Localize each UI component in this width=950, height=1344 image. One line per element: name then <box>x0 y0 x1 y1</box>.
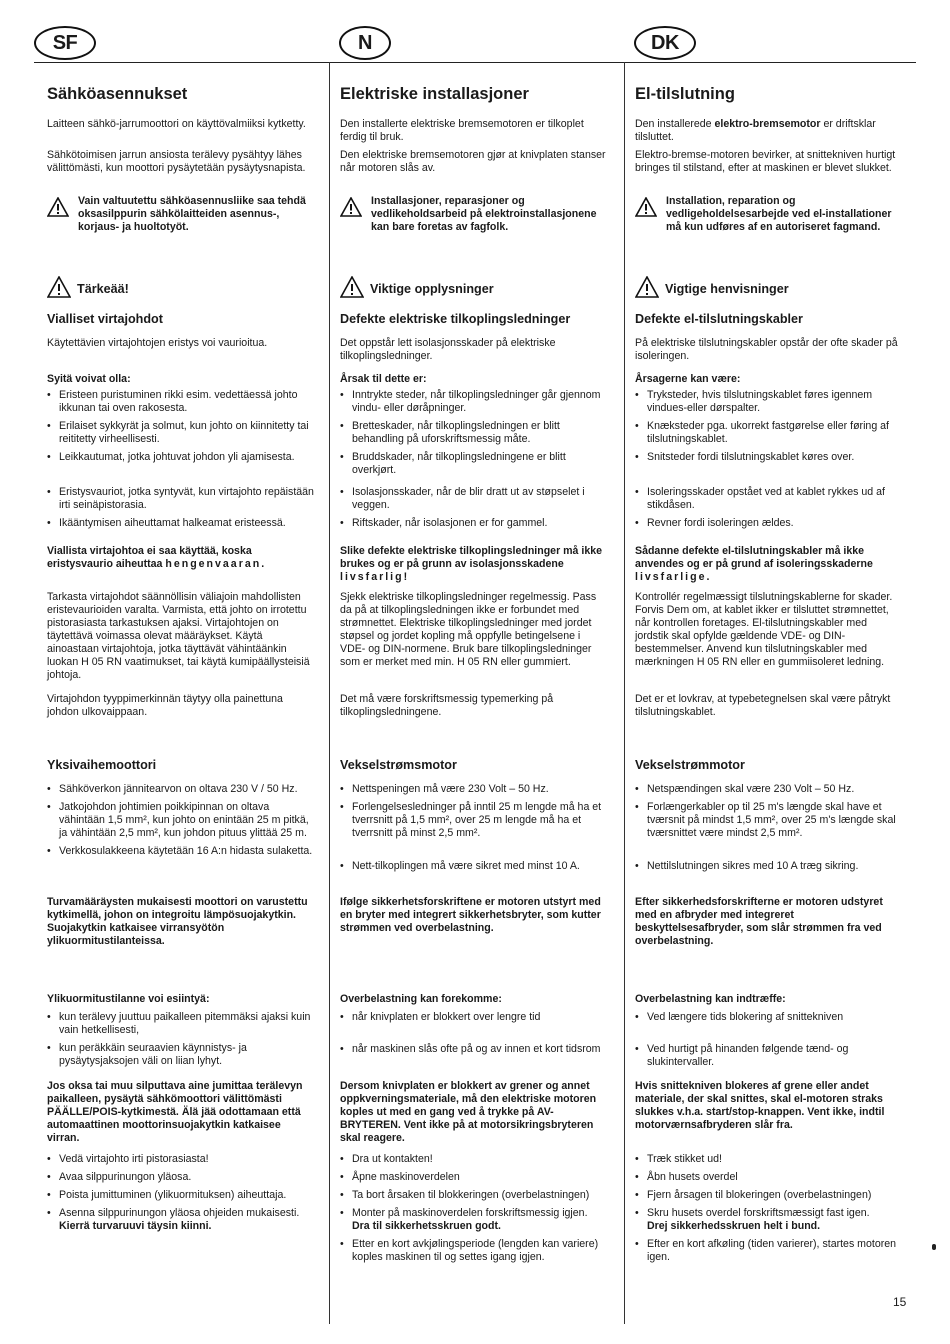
steps-list <box>635 1153 905 1269</box>
paragraph: Det oppstår lett isolasjonsskader på elektriske tilkoplingsledninger. <box>340 337 556 362</box>
subsection-heading: Yksivaihemoottori <box>47 758 157 772</box>
subsection-heading: Vekselstrømsmotor <box>340 758 457 772</box>
step-text: Skru husets overdel forskriftsmæssigt fast igen. <box>647 1207 870 1219</box>
important-heading <box>340 276 610 300</box>
subsection-heading: Vialliset virtajohdot <box>47 312 163 326</box>
list-item: • Fjern årsagen til blokeringen (overbelastningen) <box>635 1189 905 1202</box>
list-item: • Nettspeningen må være 230 Volt – 50 Hz. <box>340 783 610 796</box>
important-label: Viktige opplysninger <box>370 282 494 296</box>
causes-list <box>47 486 317 535</box>
column-divider <box>624 62 625 1324</box>
overload-list <box>340 1011 610 1029</box>
danger-text: Sådanne defekte el-tilslutningskabler må ikke anvendes og er på grund af isoleringsskaderne <box>635 545 873 570</box>
list-item: • Isolasjonsskader, når de blir dratt ut av støpselet i veggen. <box>340 486 610 512</box>
list-item: • kun terälevy juuttuu paikalleen pitemmäksi ajaksi kuin vain hetkellisesti, <box>47 1011 317 1037</box>
warning-triangle-icon <box>635 276 659 298</box>
list-item: • Sähköverkon jännitearvon on oltava 230 V / 50 Hz. <box>47 783 317 796</box>
list-item: • Snitsteder fordi tilslutningskablet køres over. <box>635 451 905 464</box>
causes-heading: Årsagerne kan være: <box>635 373 741 385</box>
bold-paragraph: Turvamääräysten mukaisesti moottori on varustettu kytkimellä, johon on integroitu lämpösuojakytkin. Suojakytkin katkaisee virransyötön ylikuormitustilanteissa. <box>47 896 308 947</box>
list-item: • Nettilslutningen sikres med 10 A træg sikring. <box>635 860 905 873</box>
bold-paragraph: Hvis snittekniven blokeres af grene eller andet materiale, der skal snittes, skal el-motoren straks slukkes v.h.a. start/stop-knappen. Vent ikke, indtil motorværnsafbryderen slår fra. <box>635 1080 885 1131</box>
list-item: • Jatkojohdon johtimien poikkipinnan on oltava vähintään 1,5 mm², kun johto on enintään 25 m pitkä, ja vähintään 2,5 mm², kun johdon pituus ylittää 25 m. <box>47 801 317 840</box>
paragraph: På elektriske tilslutningskabler opstår der ofte skader på isoleringen. <box>635 337 898 362</box>
causes-list <box>635 389 905 469</box>
list-item: • Erilaiset sykkyrät ja solmut, kun johto on kiinnitetty tai reititetty virheellisesti. <box>47 420 317 446</box>
list-item: • Avaa silppurinungon yläosa. <box>47 1171 317 1184</box>
important-label: Vigtige henvisninger <box>665 282 789 296</box>
paragraph: Det må være forskriftsmessig typemerking på tilkoplingsledningene. <box>340 693 554 718</box>
list-item: • Ta bort årsaken til blokkeringen (overbelastningen) <box>340 1189 610 1202</box>
motor-list <box>635 783 905 845</box>
list-item <box>635 1207 905 1233</box>
list-item: • Eristysvauriot, jotka syntyvät, kun virtajohto repäistään irti seinäpistorasia. <box>47 486 317 512</box>
motor-list <box>47 783 317 863</box>
list-item: • Bretteskader, når tilkoplingsledningen er blitt behandling på uforskriftsmessig måte. <box>340 420 610 446</box>
motor-list <box>340 783 610 845</box>
causes-list <box>340 486 610 535</box>
list-item: • Ved længere tids blokering af snittekniven <box>635 1011 905 1024</box>
warning-text: Installasjoner, reparasjoner og vedlikeholdsarbeid på elektroinstallasjonene kan bare foretas av fagfolk. <box>371 195 597 233</box>
section-title: Elektriske installasjoner <box>340 85 529 103</box>
paragraph: Virtajohdon tyyppimerkinnän täytyy olla painettuna johdon ulkovaippaan. <box>47 693 283 718</box>
intro-text: er driftsklar tilsluttet. <box>635 118 876 143</box>
list-item: • kun peräkkäin seuraavien käynnistys- ja pysäytysjaksojen väli on liian lyhyt. <box>47 1042 317 1068</box>
check-paragraph: Tarkasta virtajohdot säännöllisin väliajoin mahdollisten eristevaurioiden varalta. Varmista, että johto on irrotettu pistorasiasta tarkastuksen ajaksi. Virtajohtojen on täytettävä voimassa olevat määräykset. Käytä ainoastaan virtajohtoja, jotka täyttävät vähintäänkin luokan H 05 RN vaatimukset, tai käytä kumipäällysteisiä johtoja. <box>47 591 310 681</box>
warning-triangle-icon <box>47 276 71 298</box>
check-paragraph: Sjekk elektriske tilkoplingsledninger regelmessig. Pass da på at tilkoplingsledningen ikke er forbundet med strømnettet. Elektriske tilkoplingsledninger med jordet støpsel og jordet kopling må oppfylle betingelsene i VDE- og DIN-normene. Bruk bare tilkoplingsledninger som er merket med min. H 05 RN eller gummiert. <box>340 591 597 668</box>
warning-text: Installation, reparation og vedligeholdelsesarbejde ved el-installationer må kun udføres af en autoriseret fagmand. <box>666 195 892 233</box>
danger-notice <box>635 545 903 584</box>
overload-list <box>635 1011 905 1029</box>
subsection-heading: Defekte elektriske tilkoplingsledninger <box>340 312 571 326</box>
subsection-heading: Defekte el-tilslutningskabler <box>635 312 803 326</box>
list-item: • Bruddskader, når tilkoplingsledningene er blitt overkjørt. <box>340 451 610 477</box>
warning-triangle-icon <box>635 197 657 217</box>
intro-paragraph <box>635 118 903 144</box>
list-item: • Riftskader, når isolasjonen er for gammel. <box>340 517 610 530</box>
warning-triangle-icon <box>340 197 362 217</box>
language-badge-dk <box>634 26 696 60</box>
list-item: • Tryksteder, hvis tilslutningskablet føres igennem vindues-eller dørspalter. <box>635 389 905 415</box>
list-item: • Træk stikket ud! <box>635 1153 905 1166</box>
list-item: • Etter en kort avkjølingsperiode (lengden kan variere) koples maskinen til og settes igang igjen. <box>340 1238 610 1264</box>
danger-notice <box>47 545 315 571</box>
steps-list <box>340 1153 610 1269</box>
badge-label: SF <box>52 31 78 54</box>
danger-text: Viallista virtajohtoa ei saa käyttää, koska eristysvaurio aiheuttaa <box>47 545 252 570</box>
list-item: • Isoleringsskader opstået ved at kablet rykkes ud af stikdåsen. <box>635 486 905 512</box>
paragraph: Käytettävien virtajohtojen eristys voi vaurioitua. <box>47 337 268 349</box>
bold-paragraph: Dersom knivplaten er blokkert av grener og annet oppkverningsmateriale, må den elektriske motoren koples ut med en gang ved å trykke på AV-BRYTEREN. Vent ikke på at motorsikringsbryteren skal reagere. <box>340 1080 597 1144</box>
list-item: • Dra ut kontakten! <box>340 1153 610 1166</box>
list-item: • Åbn husets overdel <box>635 1171 905 1184</box>
intro-paragraph: Sähkötoimisen jarrun ansiosta terälevy pysähtyy lähes välittömästi, kun moottori pysäytetään pysäytysnapista. <box>47 149 306 174</box>
danger-notice <box>340 545 608 584</box>
causes-heading: Årsak til dette er: <box>340 373 427 385</box>
language-badge-n <box>339 26 391 60</box>
list-item: • Revner fordi isoleringen ældes. <box>635 517 905 530</box>
important-heading <box>47 276 317 300</box>
badge-label: DK <box>651 31 679 54</box>
overload-heading: Ylikuormitustilanne voi esiintyä: <box>47 993 210 1005</box>
language-badge-sf <box>34 26 96 60</box>
important-heading <box>635 276 905 300</box>
overload-list <box>47 1011 317 1073</box>
warning-triangle-icon <box>340 276 364 298</box>
section-title: El-tilslutning <box>635 85 735 103</box>
list-item: • Netspændingen skal være 230 Volt – 50 Hz. <box>635 783 905 796</box>
list-item: • Forlengelsesledninger på inntil 25 m lengde må ha et tverrsnitt på 1,5 mm², over 25 m lengde må ha et tverrsnitt på minst 2,5 mm². <box>340 801 610 840</box>
badge-label: N <box>358 31 372 54</box>
danger-emphasis: livsfarlige. <box>635 571 712 583</box>
danger-text: Slike defekte elektriske tilkoplingsledninger må ikke brukes og er på grunn av isolasjonsskadene <box>340 545 603 570</box>
causes-heading: Syitä voivat olla: <box>47 373 131 385</box>
list-item: • Efter en kort afkøling (tiden varierer), startes motoren igen. <box>635 1238 905 1264</box>
paragraph: Det er et lovkrav, at typebetegnelsen skal være påtrykt tilslutningskablet. <box>635 693 891 718</box>
overload-heading: Overbelastning kan indtræffe: <box>635 993 786 1005</box>
step-text: Monter på maskinoverdelen forskriftsmessig igjen. <box>352 1207 588 1219</box>
page-number: 15 <box>893 1295 907 1309</box>
list-item: • Inntrykte steder, når tilkoplingsledninger går gjennom vindu- eller døråpninger. <box>340 389 610 415</box>
list-item: • Poista jumittuminen (ylikuormituksen) aiheuttaja. <box>47 1189 317 1202</box>
step-emphasis: Drej sikkerhedsskruen helt i bund. <box>647 1220 821 1232</box>
causes-list <box>635 486 905 535</box>
scan-mark <box>932 1244 936 1250</box>
step-emphasis: Dra til sikkerhetsskruen godt. <box>352 1220 501 1232</box>
causes-list <box>340 389 610 482</box>
list-item: • Ikääntymisen aiheuttamat halkeamat eristeessä. <box>47 517 317 530</box>
subsection-heading: Vekselstrømmotor <box>635 758 745 772</box>
intro-paragraph: Den elektriske bremsemotoren gjør at knivplaten stanser når motoren slås av. <box>340 149 606 174</box>
overload-heading: Overbelastning kan forekomme: <box>340 993 502 1005</box>
intro-paragraph: Den installerte elektriske bremsemotoren er tilkoplet ferdig til bruk. <box>340 118 584 143</box>
list-item <box>47 1207 317 1233</box>
overload-list <box>340 1043 610 1061</box>
intro-paragraph: Laitteen sähkö-jarrumoottori on käyttövalmiiksi kytketty. <box>47 118 306 130</box>
warning-text: Vain valtuutettu sähköasennusliike saa tehdä oksasilppurin sähkölaitteiden asennus-, korjaus- ja huoltotyöt. <box>78 195 306 233</box>
bold-paragraph: Ifølge sikkerhetsforskriftene er motoren utstyrt med en bryter med integrert sikkerhetsbryter, som kutter strømmen ved overbelastning. <box>340 896 601 934</box>
check-paragraph: Kontrollér regelmæssigt tilslutningskablerne for skader. Forvis Dem om, at kablet ikker er tilsluttet strømnettet, når kontrollen foretages. El-tilslutningskabler med jordstik skal opfylde gældende VDE- og DIN-bestemmelser. Anvend kun tilslutningskabler med mærkningen H 05 RN eller en gummiisoleret ledning. <box>635 591 893 668</box>
motor-list <box>340 860 610 878</box>
list-item: • Ved hurtigt på hinanden følgende tænd- og slukintervaller. <box>635 1043 905 1069</box>
list-item: • Eristeen puristuminen rikki esim. vedettäessä johto ikkunan tai oven rakosesta. <box>47 389 317 415</box>
step-text: Asenna silppurinungon yläosa ohjeiden mukaisesti. <box>59 1207 300 1219</box>
steps-list <box>47 1153 317 1238</box>
list-item: • når knivplaten er blokkert over lengre tid <box>340 1011 610 1024</box>
list-item: • Nett-tilkoplingen må være sikret med minst 10 A. <box>340 860 610 873</box>
step-emphasis: Kierrä turvaruuvi täysin kiinni. <box>59 1220 212 1232</box>
intro-emphasis: elektro-bremsemotor <box>714 118 821 130</box>
section-title: Sähköasennukset <box>47 85 188 103</box>
list-item: • Forlængerkabler op til 25 m's længde skal have et tværsnit på mindst 1,5 mm², over 25 m's længde skal tværsnittet være mindst 2,5 mm². <box>635 801 905 840</box>
motor-list <box>635 860 905 878</box>
important-label: Tärkeää! <box>77 282 129 296</box>
intro-text: Den installerede <box>635 118 712 130</box>
list-item: • Verkkosulakkeena käytetään 16 A:n hidasta sulaketta. <box>47 845 317 858</box>
list-item: • når maskinen slås ofte på og av innen et kort tidsrom <box>340 1043 610 1056</box>
danger-emphasis: hengenvaaran. <box>165 558 267 570</box>
overload-list <box>635 1043 905 1074</box>
header-rule <box>34 62 916 63</box>
list-item: • Knæksteder pga. ukorrekt fastgørelse eller føring af tilslutningskablet. <box>635 420 905 446</box>
column-divider <box>329 62 330 1324</box>
list-item: • Vedä virtajohto irti pistorasiasta! <box>47 1153 317 1166</box>
bold-paragraph: Jos oksa tai muu silputtava aine jumittaa terälevyn paikalleen, pysäytä sähkömoottori välittömästi PÄÄLLE/POIS-kytkimestä. Älä jää odottamaan että automaattinen moottorinsuojakytkin katkaisee virran. <box>47 1080 303 1144</box>
list-item <box>340 1207 610 1233</box>
causes-list <box>47 389 317 469</box>
danger-emphasis: livsfarlig! <box>340 571 410 583</box>
warning-triangle-icon <box>47 197 69 217</box>
list-item: • Leikkautumat, jotka johtuvat johdon yli ajamisesta. <box>47 451 317 464</box>
bold-paragraph: Efter sikkerhedsforskrifterne er motoren udstyret med en afbryder med integreret beskyttelsesafbryder, som slår strømmen fra ved overbelastning. <box>635 896 883 947</box>
intro-paragraph: Elektro-bremse-motoren bevirker, at snittekniven hurtigt bringes til stilstand, efter at maskinen er blevet slukket. <box>635 149 896 174</box>
list-item: • Åpne maskinoverdelen <box>340 1171 610 1184</box>
